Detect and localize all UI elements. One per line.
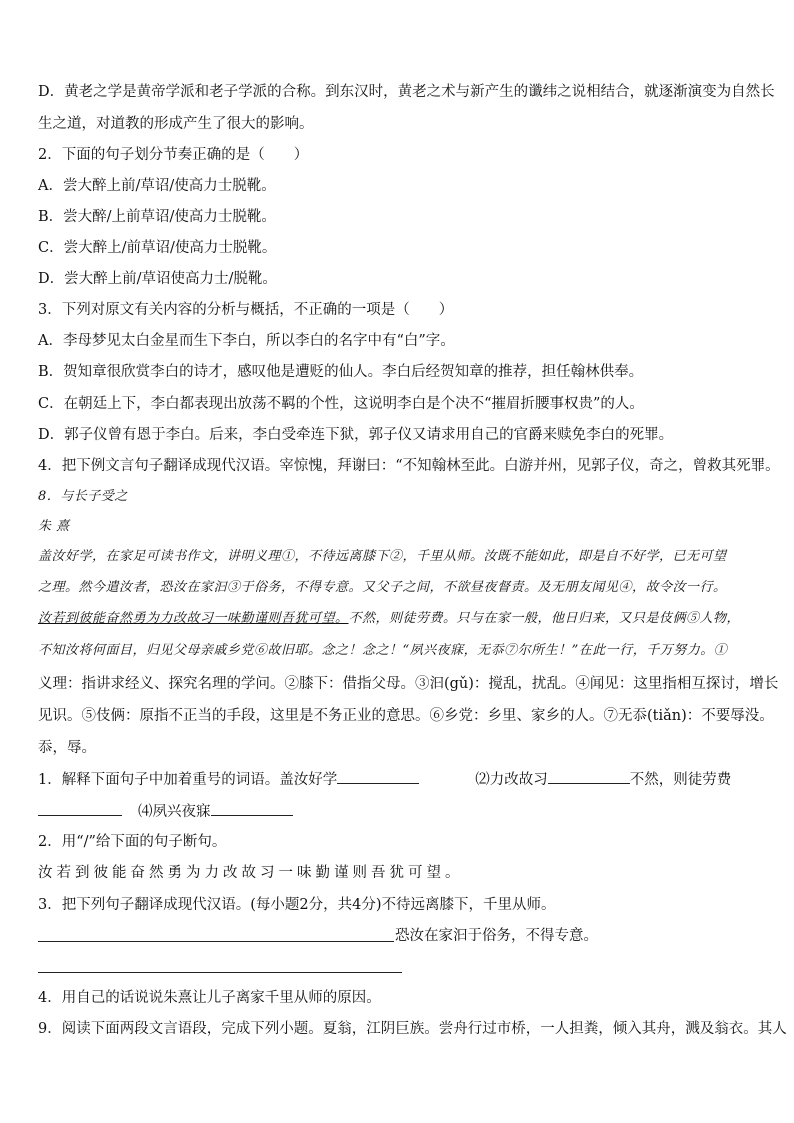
- footnote-line-1: 义理：指讲求经义、探究名理的学问。②膝下：借指父母。③汩(gǔ)：搅乱，扰乱。④闻见：这里指相互探讨，增长: [38, 676, 779, 692]
- question-8-1-item-2: ⑵力改故习: [475, 772, 548, 788]
- question-8-2-sentence: 汝若到彼能奋然勇为力改故习一味勤谨则吾犹可望。: [38, 865, 464, 881]
- question-8-4-stem: 4．用自己的话说说朱熹让儿子离家千里从师的原因。: [38, 990, 381, 1006]
- passage-8-text-4: 不知汝将何面目，归见父母亲戚乡党⑥故旧耶。念之！念之！“夙兴夜寐，无忝⑦尔所生！”在此一行，千万努力。①: [38, 643, 728, 658]
- passage-8-title: 8．与长子受之: [38, 489, 128, 504]
- question-3-option-c: C．在朝廷上下，李白都表现出放荡不羁的个性，这说明李白是个决不“摧眉折腰事权贵”的人。: [38, 396, 644, 412]
- question-2-option-b: B．尝大醉/上前草诏/使高力士脱靴。: [38, 209, 276, 225]
- question-2-option-d: D．尝大醉上前/草诏使高力士/脱靴。: [38, 271, 277, 287]
- question-9-stem: 9．阅读下面两段文言语段，完成下列小题。夏翁，江阴巨族。尝舟行过市桥，一人担粪，倾入其舟，溅及翁衣。其人: [38, 1021, 787, 1037]
- question-2-option-a: A．尝大醉上前/草诏/使高力士脱靴。: [38, 178, 276, 194]
- answer-blank-4[interactable]: [211, 801, 293, 816]
- question-8-1-stem: 1．解释下面句子中加着重号的词语。盖汝好学: [38, 772, 338, 788]
- answer-blank-2[interactable]: [548, 769, 630, 784]
- question-2-option-c: C．尝大醉上/前草诏/使高力士脱靴。: [38, 240, 277, 256]
- passage-8-text-3-rest: 不然，则徒劳费。只与在家一般，他日归来，又只是伎俩⑤人物，: [348, 611, 741, 626]
- question-8-1-line-2: [38, 801, 760, 822]
- answer-blank-1[interactable]: [337, 769, 419, 784]
- question-8-1-item-3: 不然，则徒劳费: [629, 772, 732, 788]
- question-2-stem: 2．下面的句子划分节奏正确的是（ ）: [38, 147, 309, 163]
- question-3-option-b: B．贺知章很欣赏李白的诗才，感叹他是遭贬的仙人。李白后经贺知章的推荐，担任翰林供奉。: [38, 364, 644, 380]
- question-4-stem: 4．把下例文言句子翻译成现代汉语。宰惊愧，拜谢曰：“不知翰林至此。白游并州，见郭子仪，奇之，曾救其死罪。: [38, 458, 780, 474]
- answer-line-2[interactable]: [38, 972, 402, 973]
- question-8-1-item-4: ⑷夙兴夜寐: [138, 804, 211, 820]
- answer-blank-3[interactable]: [38, 801, 122, 816]
- option-d-line-2: 生之道，对道教的形成产生了很大的影响。: [38, 116, 314, 132]
- footnote-line-3: 忝，辱。: [38, 740, 96, 756]
- question-8-3-sentence-2: 恐汝在家汩于俗务，不得专意。: [395, 928, 598, 944]
- passage-8-text-2: 之理。然今遣汝者，恐汝在家汩③于俗务，不得专意。又父子之间，不欲昼夜督责。及无朋友闻见④，故令汝一行。: [38, 580, 727, 595]
- question-3-option-d: D．郭子仪曾有恩于李白。后来，李白受牵连下狱，郭子仪又请求用自己的官爵来赎免李白的死罪。: [38, 427, 674, 443]
- question-8-3-stem: 3．把下列句子翻译成现代汉语。(每小题2分，共4分)不待远离膝下，千里从师。: [38, 897, 556, 913]
- answer-line-1[interactable]: [38, 941, 394, 942]
- question-8-2-stem: 2．用“/”给下面的句子断句。: [38, 834, 227, 850]
- passage-8-text-1: 盖汝好学，在家足可读书作文，讲明义理①，不待远离膝下②，千里从师。汝既不能如此，即是自不好学，已无可望: [38, 549, 727, 564]
- footnote-line-2: 见识。⑤伎俩：原指不正当的手段，这里是不务正业的意思。⑥乡党：乡里、家乡的人。⑦无忝(tiǎn)：不要辱没。: [38, 708, 774, 724]
- question-8-1-line: [38, 769, 760, 790]
- passage-8-text-3: [38, 609, 760, 629]
- underlined-sentence: 汝若到彼能奋然勇为力改故习一味勤谨则吾犹可望。: [38, 611, 349, 626]
- passage-8-author: 朱 熹: [38, 519, 70, 534]
- option-d-line-1: D．黄老之学是黄帝学派和老子学派的合称。到东汉时，黄老之术与新产生的谶纬之说相结合，就逐渐演变为自然长: [38, 84, 775, 100]
- question-3-option-a: A．李母梦见太白金星而生下李白，所以李白的名字中有“白”字。: [38, 333, 455, 349]
- question-3-stem: 3．下列对原文有关内容的分析与概括，不正确的一项是（ ）: [38, 302, 454, 318]
